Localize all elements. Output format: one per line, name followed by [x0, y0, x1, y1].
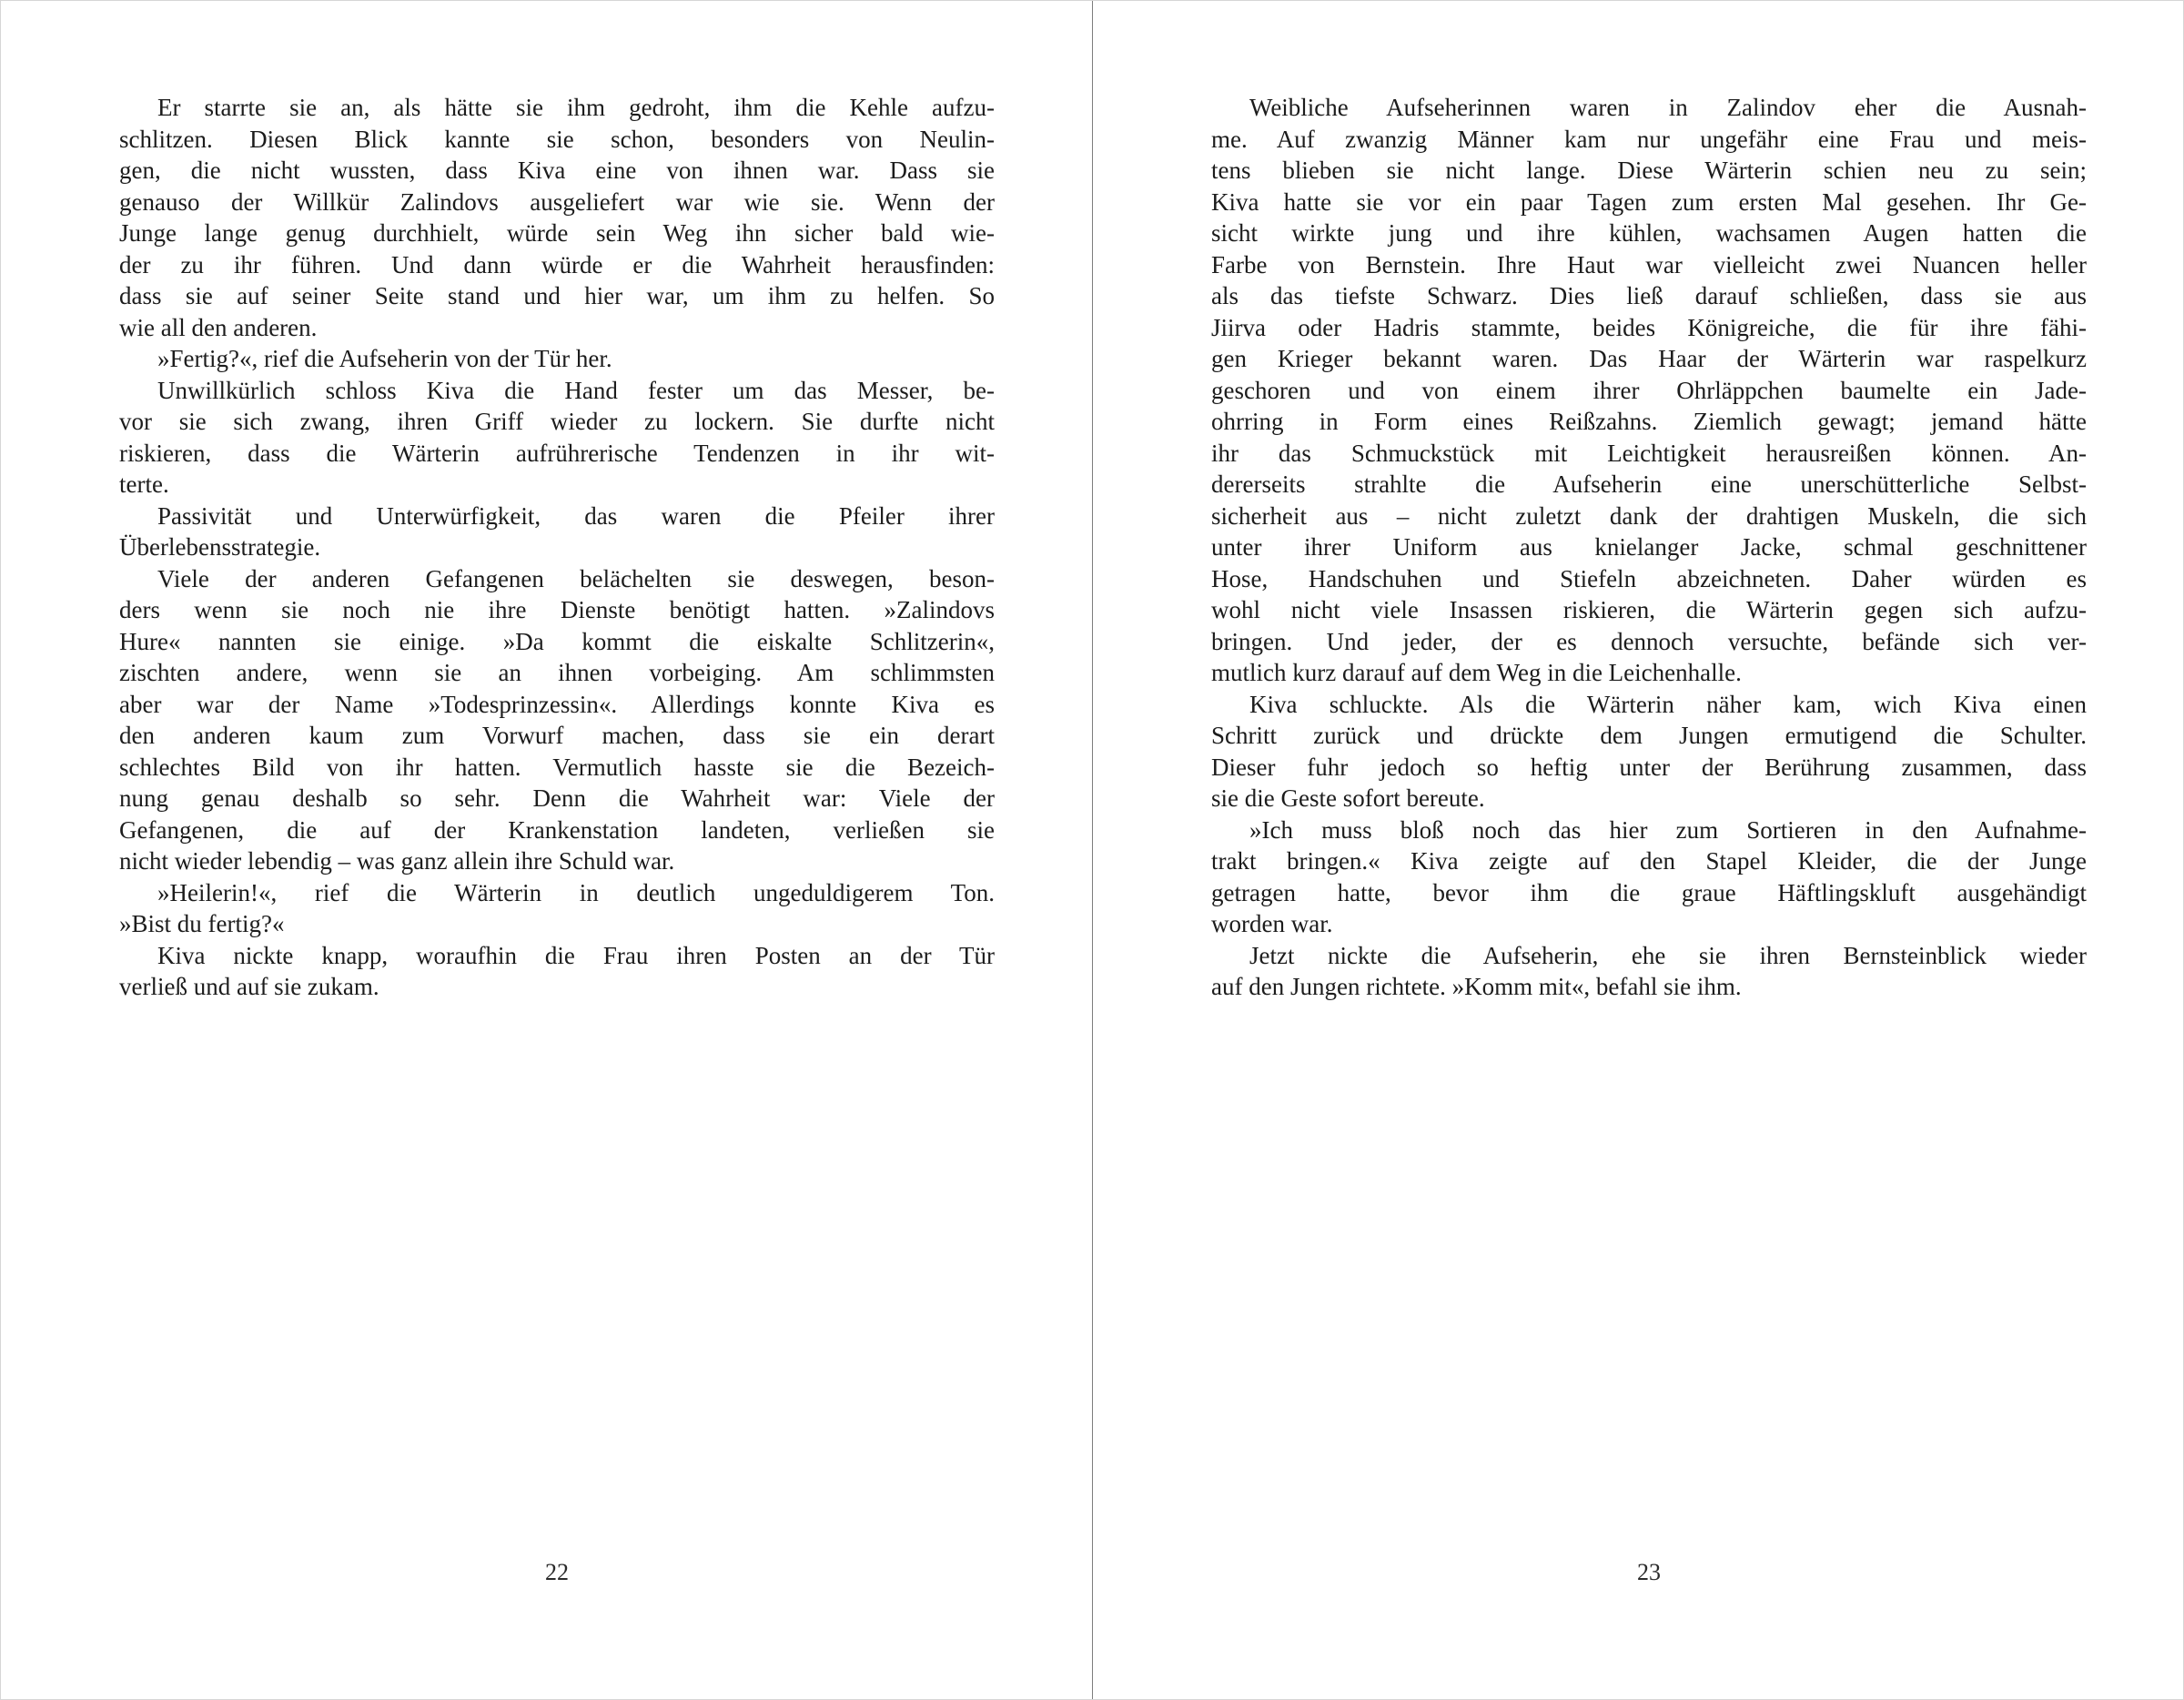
page-right-text: [1211, 92, 2087, 1003]
text-line: ihr das Schmuckstück mit Leichtigkeit herausreißen können. An-: [1211, 439, 2087, 467]
text-line: Farbe von Bernstein. Ihre Haut war vielleicht zwei Nuancen heller: [1211, 250, 2087, 278]
text-line: Dieser fuhr jedoch so heftig unter der Berührung zusammen, dass: [1211, 753, 2087, 781]
text-line: Kiva schluckte. Als die Wärterin näher kam, wich Kiva einen: [1249, 690, 2087, 718]
text-line: Kiva nickte knapp, woraufhin die Frau ihren Posten an der Tür: [157, 941, 995, 969]
page-number-right: 23: [1637, 1559, 1661, 1585]
text-line: Jetzt nickte die Aufseherin, ehe sie ihren Bernsteinblick wieder: [1249, 941, 2087, 969]
text-line: wohl nicht viele Insassen riskieren, die Wärterin gegen sich aufzu-: [1211, 596, 2087, 623]
text-line: verließ und auf sie zukam.: [119, 973, 379, 1000]
text-line: worden war.: [1211, 910, 1333, 937]
text-line: »Heilerin!«, rief die Wärterin in deutlich ungeduldigerem Ton.: [157, 878, 995, 906]
text-line: Hure« nannten sie einige. »Da kommt die eiskalte Schlitzerin«,: [119, 627, 995, 655]
text-line: den anderen kaum zum Vorwurf machen, dass sie ein derart: [119, 722, 995, 749]
text-line: Junge lange genug durchhielt, würde sein Weg ihn sicher bald wie-: [119, 219, 995, 247]
page-left-text: [119, 92, 995, 1003]
text-line: Gefangenen, die auf der Krankenstation landeten, verließen sie: [119, 815, 995, 844]
text-line: terte.: [119, 471, 169, 498]
text-line: vor sie sich zwang, ihren Griff wieder zu lockern. Sie durfte nicht: [119, 408, 995, 435]
text-line: zischten andere, wenn sie an ihnen vorbeiging. Am schlimmsten: [119, 659, 995, 686]
text-line: Weibliche Aufseherinnen waren in Zalindov eher die Ausnah-: [1249, 94, 2087, 121]
text-line: Überlebensstrategie.: [119, 533, 321, 561]
text-line: sicherheit aus – nicht zuletzt dank der drahtigen Muskeln, die sich: [1211, 501, 2087, 530]
page-right: [1093, 1, 2184, 1699]
text-line: nung genau deshalb so sehr. Denn die Wahrheit war: Viele der: [119, 784, 995, 812]
text-line: auf den Jungen richtete. »Komm mit«, befahl sie ihm.: [1211, 973, 1742, 1000]
text-line: schlechtes Bild von ihr hatten. Vermutlich hasste sie die Bezeich-: [119, 753, 995, 781]
text-line: nicht wieder lebendig – was ganz allein ihre Schuld war.: [119, 847, 675, 875]
text-line: gen, die nicht wussten, dass Kiva eine von ihnen war. Dass sie: [119, 157, 995, 184]
text-line: Viele der anderen Gefangenen belächelten sie deswegen, beson-: [157, 564, 995, 592]
text-line: Er starrte sie an, als hätte sie ihm gedroht, ihm die Kehle aufzu-: [157, 94, 995, 121]
text-line: mutlich kurz darauf auf dem Weg in die Leichenhalle.: [1211, 659, 1742, 686]
text-line: als das tiefste Schwarz. Dies ließ darauf schließen, dass sie aus: [1211, 282, 2087, 309]
text-line: Schritt zurück und drückte dem Jungen ermutigend die Schulter.: [1211, 722, 2087, 749]
text-line: me. Auf zwanzig Männer kam nur ungefähr eine Frau und meis-: [1211, 125, 2087, 153]
text-line: »Ich muss bloß noch das hier zum Sortieren in den Aufnahme-: [1249, 815, 2087, 844]
text-line: geschoren und von einem ihrer Ohrläppchen baumelte ein Jade-: [1211, 376, 2087, 404]
page-left: [1, 1, 1093, 1699]
text-line: tens blieben sie nicht lange. Diese Wärterin schien neu zu sein;: [1211, 157, 2087, 184]
text-line: Passivität und Unterwürfigkeit, das waren die Pfeiler ihrer: [157, 501, 995, 530]
text-line: ders wenn sie noch nie ihre Dienste benötigt hatten. »Zalindovs: [119, 596, 995, 623]
text-line: Jiirva oder Hadris stammte, beides Königreiche, die für ihre fähi-: [1211, 313, 2087, 341]
text-line: getragen hatte, bevor ihm die graue Häftlingskluft ausgehändigt: [1211, 878, 2087, 906]
text-line: aber war der Name »Todesprinzessin«. Allerdings konnte Kiva es: [119, 690, 995, 718]
text-line: genauso der Willkür Zalindovs ausgeliefert war wie sie. Wenn der: [119, 187, 995, 216]
text-line: »Bist du fertig?«: [119, 910, 285, 937]
text-line: dererseits strahlte die Aufseherin eine unerschütterliche Selbst-: [1211, 471, 2087, 498]
text-line: sie die Geste sofort bereute.: [1211, 784, 1485, 812]
text-line: ohrring in Form eines Reißzahns. Ziemlich gewagt; jemand hätte: [1211, 408, 2087, 435]
text-line: gen Krieger bekannt waren. Das Haar der Wärterin war raspelkurz: [1211, 345, 2087, 372]
text-line: bringen. Und jeder, der es dennoch versuchte, befände sich ver-: [1211, 627, 2087, 655]
text-line: Hose, Handschuhen und Stiefeln abzeichneten. Daher würden es: [1211, 564, 2087, 592]
page-number-left: 22: [545, 1559, 569, 1585]
text-line: trakt bringen.« Kiva zeigte auf den Stapel Kleider, die der Junge: [1211, 847, 2087, 875]
text-line: Kiva hatte sie vor ein paar Tagen zum ersten Mal gesehen. Ihr Ge-: [1211, 187, 2087, 216]
text-line: wie all den anderen.: [119, 313, 318, 341]
text-line: der zu ihr führen. Und dann würde er die Wahrheit herausfinden:: [119, 250, 995, 278]
text-line: schlitzen. Diesen Blick kannte sie schon, besonders von Neulin-: [119, 125, 995, 153]
text-line: unter ihrer Uniform aus knielanger Jacke, schmal geschnittener: [1211, 533, 2087, 561]
text-line: sicht wirkte jung und ihre kühlen, wachsamen Augen hatten die: [1211, 219, 2087, 247]
text-line: »Fertig?«, rief die Aufseherin von der Tür her.: [157, 345, 612, 372]
text-line: riskieren, dass die Wärterin aufrührerische Tendenzen in ihr wit-: [119, 439, 995, 467]
text-line: dass sie auf seiner Seite stand und hier war, um ihm zu helfen. So: [119, 282, 995, 309]
text-line: Unwillkürlich schloss Kiva die Hand fester um das Messer, be-: [157, 376, 995, 404]
